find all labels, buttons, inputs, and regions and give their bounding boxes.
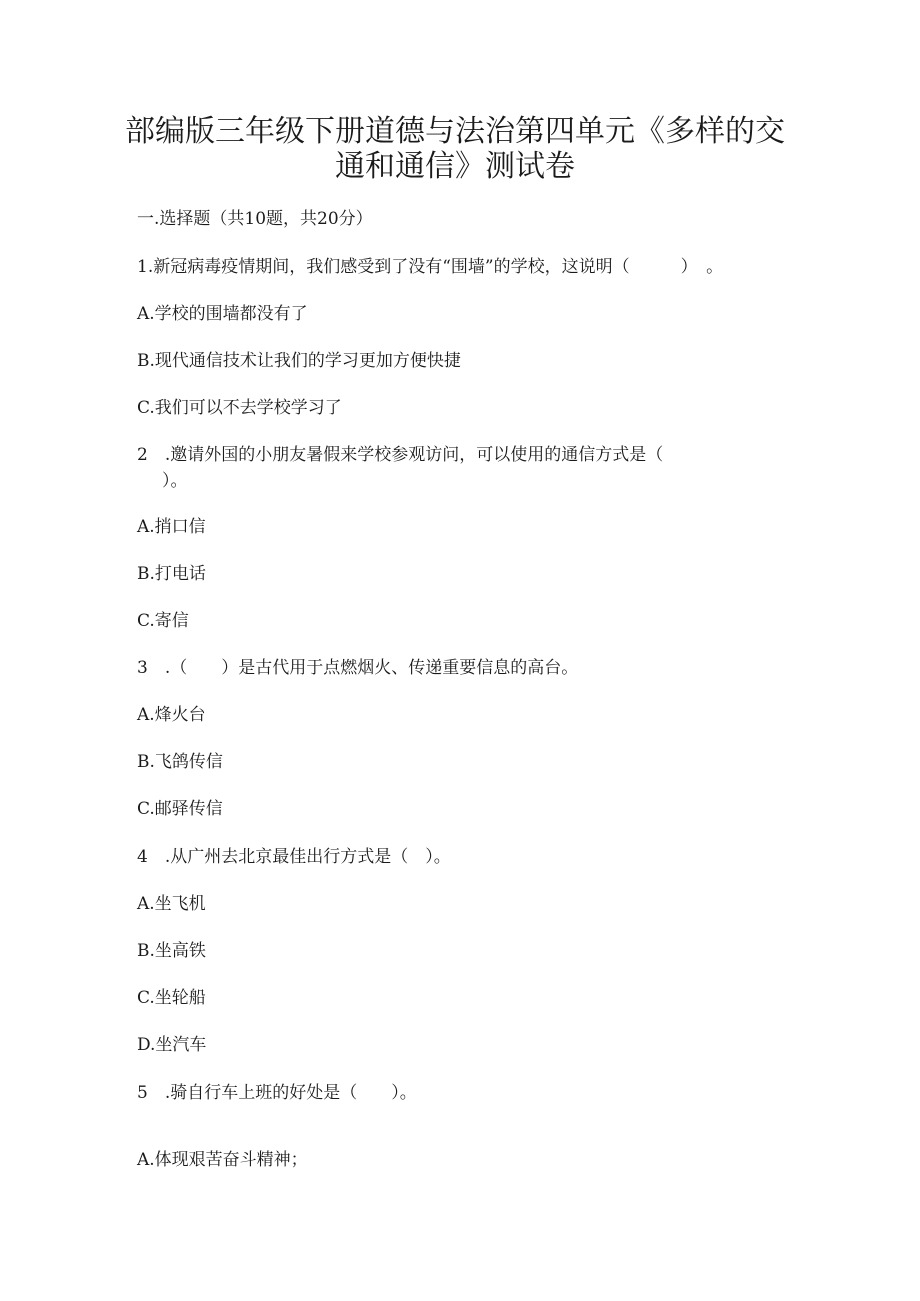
question-3-option-a: A.烽火台 bbox=[137, 705, 206, 725]
question-4-option-d: D.坐汽车 bbox=[137, 1035, 207, 1055]
question-1-option-a: A.学校的围墙都没有了 bbox=[137, 304, 308, 324]
question-5-stem: 5 .骑自行车上班的好处是（ ）。 bbox=[137, 1083, 417, 1103]
question-4-option-a: A.坐飞机 bbox=[137, 894, 206, 914]
question-2-option-b: B.打电话 bbox=[137, 564, 206, 584]
section-heading: 一.选择题（共10题，共20分） bbox=[137, 209, 373, 229]
question-2-stem-continuation: ）。 bbox=[145, 471, 188, 491]
question-2-option-a: A.捎口信 bbox=[137, 517, 206, 537]
question-4-option-c: C.坐轮船 bbox=[137, 988, 206, 1008]
question-2-option-c: C.寄信 bbox=[137, 611, 189, 631]
question-1-option-b: B.现代通信技术让我们的学习更加方便快捷 bbox=[137, 351, 461, 371]
question-1-stem: 1.新冠病毒疫情期间，我们感受到了没有“围墙”的学校，这说明（ ） 。 bbox=[137, 257, 724, 277]
document-title-line-1: 部编版三年级下册道德与法治第四单元《多样的交 bbox=[125, 114, 785, 149]
document-title-line-2: 通和通信》测试卷 bbox=[335, 149, 575, 184]
question-3-option-c: C.邮驿传信 bbox=[137, 799, 223, 819]
question-4-option-b: B.坐高铁 bbox=[137, 941, 206, 961]
question-1-option-c: C.我们可以不去学校学习了 bbox=[137, 398, 342, 418]
question-5-option-a: A.体现艰苦奋斗精神； bbox=[137, 1150, 308, 1170]
question-3-option-b: B.飞鸽传信 bbox=[137, 752, 223, 772]
question-2-stem: 2 .邀请外国的小朋友暑假来学校参观访问，可以使用的通信方式是（ bbox=[137, 445, 664, 465]
question-4-stem: 4 .从广州去北京最佳出行方式是（ ）。 bbox=[137, 847, 451, 867]
question-3-stem: 3 .（ ）是古代用于点燃烟火、传递重要信息的高台。 bbox=[137, 658, 579, 678]
